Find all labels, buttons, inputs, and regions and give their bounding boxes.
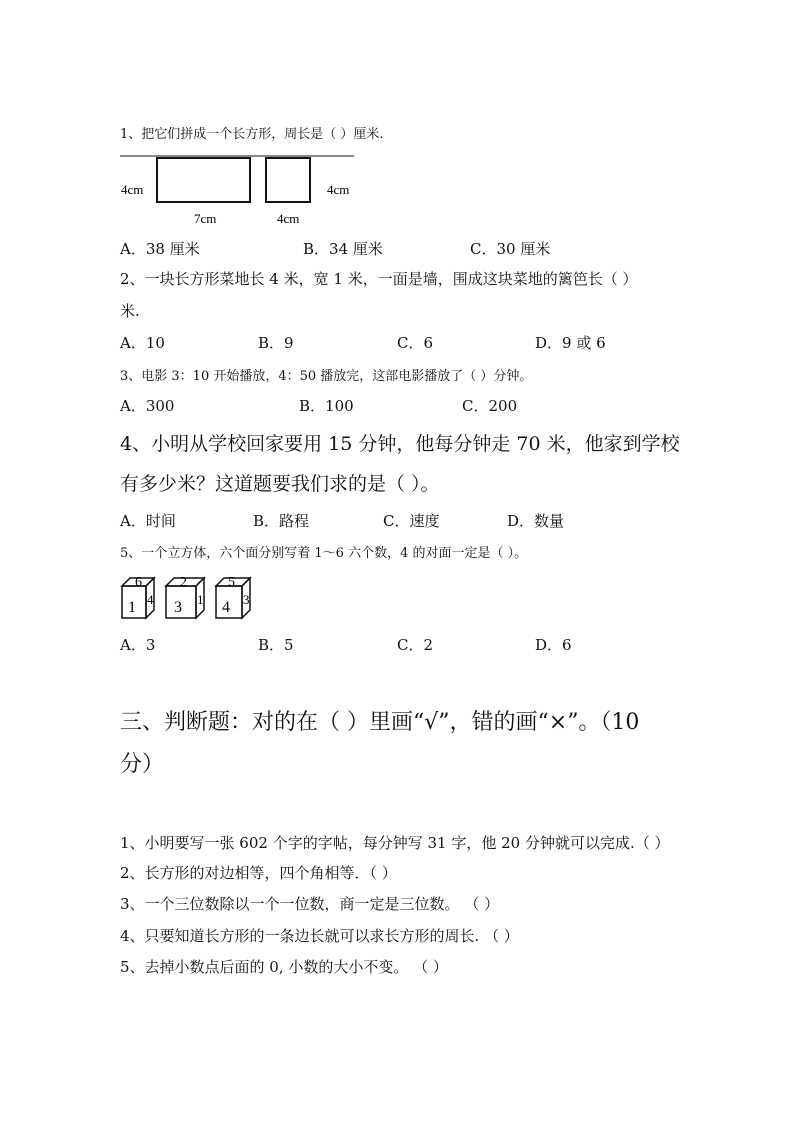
cube-3 (216, 575, 250, 618)
square-4x4 (266, 158, 310, 202)
question-5-option-a[interactable]: A．3 (120, 636, 156, 654)
question-3-option-b[interactable]: B．100 (299, 397, 354, 415)
question-4-option-d[interactable]: D．数量 (507, 512, 565, 530)
cube-1-side: 4 (147, 592, 154, 607)
question-2-stem-line2: 米. (120, 302, 140, 320)
question-4-stem-line2: 有多少米？这道题要我们求的是（ ）。 (120, 473, 440, 495)
question-3-option-c[interactable]: C．200 (462, 397, 518, 415)
section-3-heading-line1: 三、判断题：对的在（ ）里画“√”，错的画“×”。（10 (120, 710, 640, 735)
judgement-item-3: 3、一个三位数除以一个一位数，商一定是三位数。 （ ） (120, 895, 500, 913)
section-3-heading-line2: 分） (120, 752, 165, 777)
cube-2-side: 1 (197, 592, 204, 607)
question-4-option-a[interactable]: A．时间 (120, 512, 176, 530)
cube-2-front: 3 (174, 599, 182, 616)
judgement-item-4: 4、只要知道长方形的一条边长就可以求长方形的周长. （ ） (120, 927, 519, 945)
question-5-option-b[interactable]: B．5 (258, 636, 294, 654)
cube-2 (166, 575, 204, 618)
question-1-option-a[interactable]: A．38 厘米 (120, 240, 200, 258)
judgement-item-1: 1、小明要写一张 602 个字的字帖，每分钟写 31 字，他 20 分钟就可以完成.（ ） (120, 834, 670, 852)
question-3-option-a[interactable]: A．300 (120, 397, 175, 415)
question-2-option-b[interactable]: B．9 (258, 334, 294, 352)
question-5-option-c[interactable]: C．2 (397, 636, 434, 654)
cube-3-top: 5 (228, 575, 235, 590)
rectangle-7x4 (157, 158, 250, 202)
question-5-cubes-figure (116, 574, 256, 622)
question-4-option-c[interactable]: C．速度 (383, 512, 440, 530)
rect2-width-label: 4cm (277, 211, 300, 225)
cube-1-top: 6 (135, 575, 142, 590)
rect1-height-label: 4cm (121, 182, 144, 197)
cube-3-front: 4 (222, 599, 230, 616)
question-1-figure (118, 150, 358, 225)
cube-1 (122, 575, 154, 618)
question-4-stem-line1: 4、小明从学校回家要用 15 分钟，他每分钟走 70 米，他家到学校 (120, 433, 680, 455)
question-5-stem: 5、一个立方体，六个面分别写着 1～6 六个数，4 的对面一定是（ ）。 (120, 546, 528, 561)
question-3-stem: 3、电影 3：10 开始播放，4：50 播放完，这部电影播放了（ ）分钟。 (120, 369, 533, 384)
question-1-stem: 1、把它们拼成一个长方形，周长是（ ）厘米. (120, 127, 384, 142)
question-2-option-c[interactable]: C．6 (397, 334, 434, 352)
question-2-option-d[interactable]: D．9 或 6 (535, 334, 606, 352)
question-4-option-b[interactable]: B．路程 (253, 512, 310, 530)
judgement-item-2: 2、长方形的对边相等，四个角相等．（ ） (120, 864, 397, 882)
question-2-option-a[interactable]: A．10 (120, 334, 165, 352)
question-1-option-c[interactable]: C．30 厘米 (470, 240, 551, 258)
cube-1-front: 1 (128, 599, 136, 616)
rect2-height-label: 4cm (327, 182, 350, 197)
question-1-option-b[interactable]: B．34 厘米 (303, 240, 383, 258)
cube-3-side: 3 (243, 592, 250, 607)
question-5-option-d[interactable]: D．6 (535, 636, 572, 654)
rect1-width-label: 7cm (194, 211, 217, 225)
cube-2-top: 2 (180, 575, 187, 590)
judgement-item-5: 5、去掉小数点后面的 0, 小数的大小不变。 （ ） (120, 958, 448, 976)
question-2-stem-line1: 2、一块长方形菜地长 4 米，宽 1 米，一面是墙，围成这块菜地的篱笆长（ ） (120, 270, 638, 288)
